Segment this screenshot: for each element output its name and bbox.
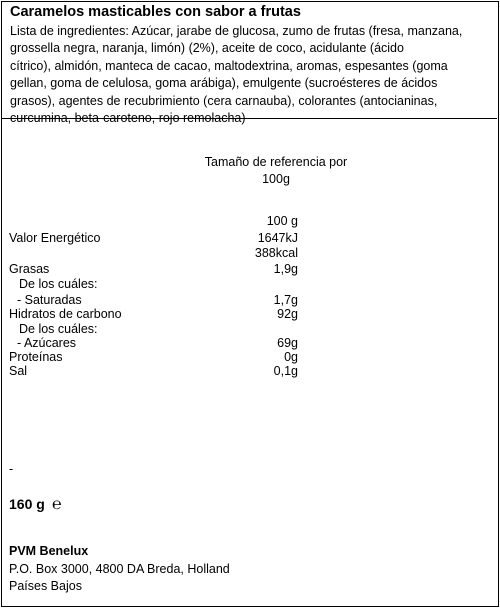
nutrient-value-carbs: 92g <box>277 307 298 321</box>
nutrient-label-energy: Valor Energético <box>9 231 101 245</box>
ingredients-line: gellan, goma de celulosa, goma arábiga), emulgente (sucroésteres de ácidos <box>10 76 438 91</box>
nutrient-value-fat: 1,9g <box>273 262 298 276</box>
column-header: 100 g <box>266 214 298 228</box>
reference-header: Tamaño de referencia por <box>204 155 348 169</box>
reference-header-unit: 100g <box>262 172 290 186</box>
nutrient-label-saturated: - Saturadas <box>17 293 82 307</box>
ingredients-list <box>10 23 490 127</box>
nutrient-label-salt: Sal <box>9 364 28 378</box>
ingredients-line: grossella negra, naranja, limón) (2%), aceite de coco, acidulante (ácido <box>10 41 404 56</box>
nutrient-value-energy-kj: 1647kJ <box>257 231 298 245</box>
nutrient-label-fat: Grasas <box>9 262 50 276</box>
ingredients-line: curcumina, beta-caroteno, rojo remolacha) <box>10 111 246 126</box>
nutrient-value-protein: 0g <box>284 350 298 364</box>
header-box <box>1 1 497 126</box>
ingredients-line: cítrico), almidón, manteca de cacao, maltodextrina, aromas, espesantes (goma <box>10 58 448 73</box>
dash-mark: - <box>9 462 14 476</box>
nutrient-label-sugars: - Azúcares <box>17 336 77 350</box>
nutrient-label-protein: Proteínas <box>9 350 63 364</box>
ingredients-line: Lista de ingredientes: Azúcar, jarabe de glucosa, zumo de frutas (fresa, manzana, <box>10 24 463 38</box>
nutrient-value-sugars: 69g <box>277 336 298 350</box>
company-country: Países Bajos <box>9 579 82 593</box>
ingredients-line: grasos), agentes de recubrimiento (cera carnauba), colorantes (antocianinas, <box>10 93 438 108</box>
product-title: Caramelos masticables con sabor a frutas <box>10 4 301 20</box>
nutrient-value-salt: 0,1g <box>273 364 298 378</box>
net-weight: 160 g <box>9 496 45 512</box>
nutrient-value-energy-kcal: 388kcal <box>254 246 298 260</box>
nutrient-sublabel: De los cuáles: <box>19 277 98 291</box>
company-address: P.O. Box 3000, 4800 DA Breda, Holland <box>9 562 230 576</box>
nutrient-label-carbs: Hidratos de carbono <box>9 307 122 321</box>
nutrient-value-saturated: 1,7g <box>273 293 298 307</box>
estimated-sign-icon: ℮ <box>52 496 62 513</box>
nutrient-sublabel: De los cuáles: <box>19 322 98 336</box>
company-name: PVM Benelux <box>9 544 89 558</box>
